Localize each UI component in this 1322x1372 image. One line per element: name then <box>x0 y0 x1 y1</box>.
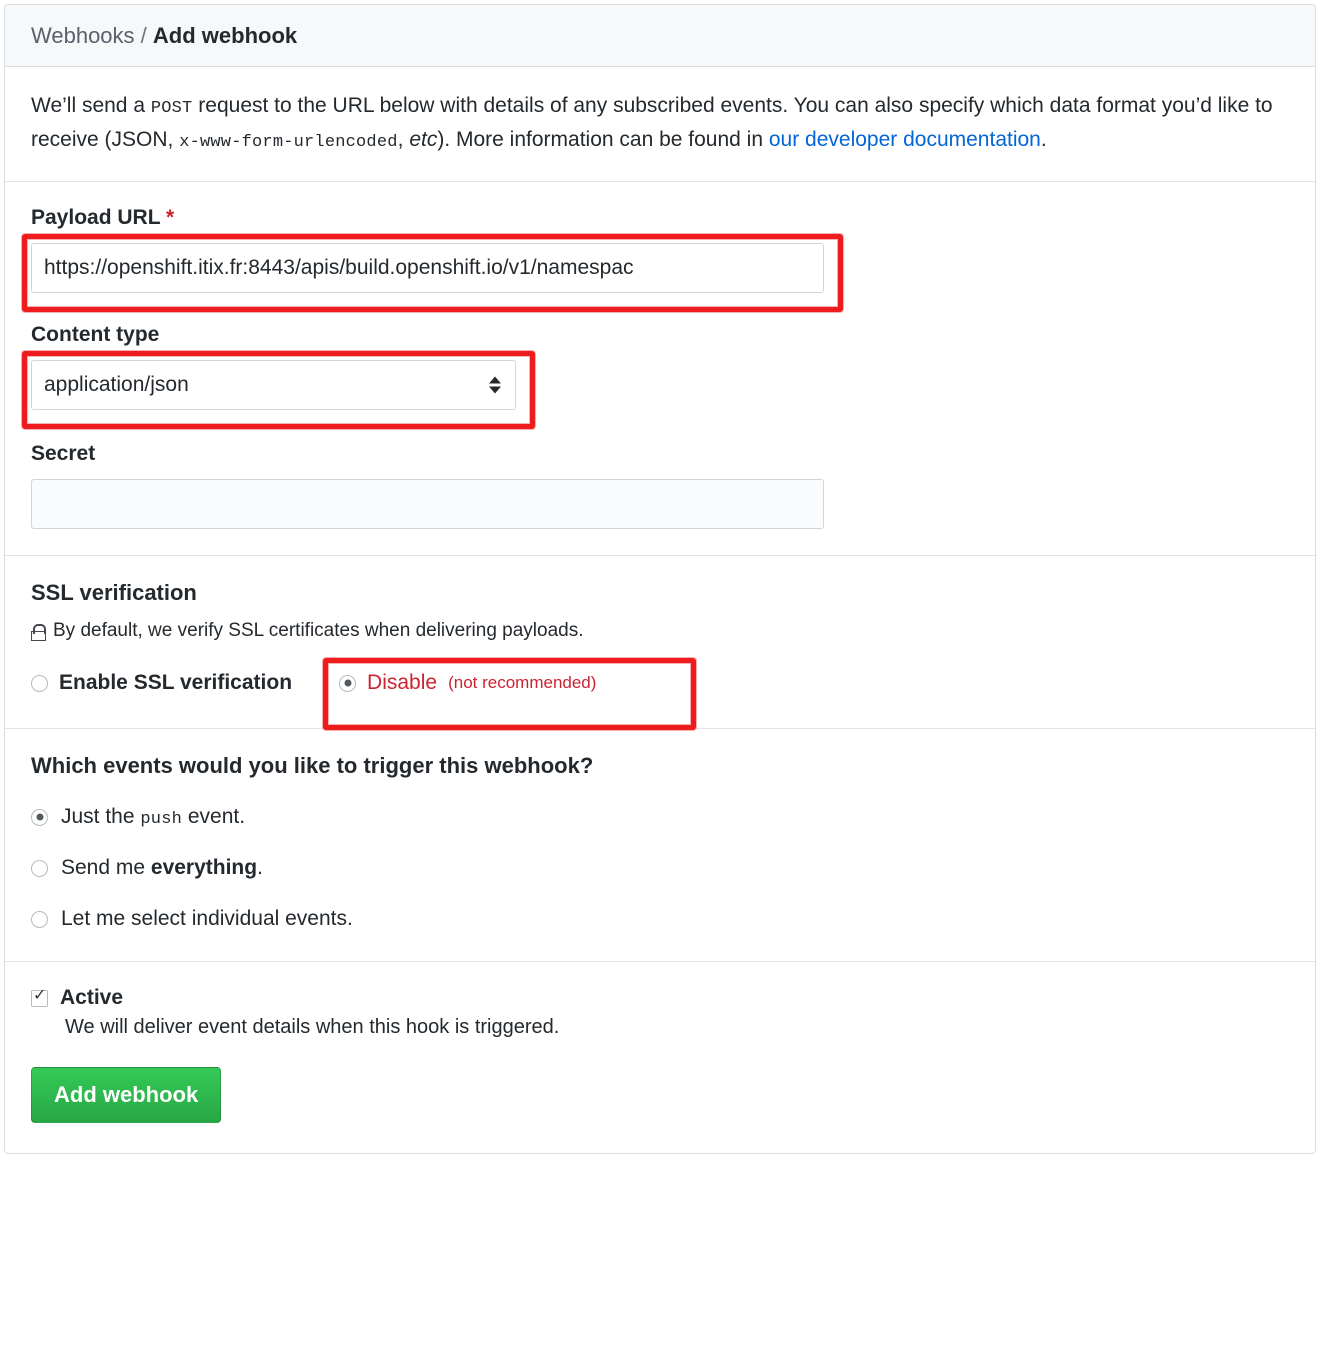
breadcrumb-webhooks-link[interactable]: Webhooks <box>31 23 135 48</box>
payload-url-label-text: Payload URL <box>31 206 161 230</box>
ssl-disable-option[interactable] <box>327 664 610 702</box>
breadcrumb <box>5 5 1315 67</box>
chevron-updown-icon <box>489 377 501 394</box>
content-type-select[interactable] <box>31 360 516 410</box>
ssl-note <box>31 620 1289 642</box>
payload-url-label <box>31 206 1289 230</box>
intro-code-post: POST <box>150 99 193 118</box>
lock-icon <box>31 624 46 641</box>
intro-text-1: We’ll send a <box>31 94 151 117</box>
ssl-verification-section <box>5 556 1315 729</box>
required-marker: * <box>166 206 175 230</box>
breadcrumb-separator: / <box>140 23 147 48</box>
event-option-individual-label: Let me select individual events. <box>61 907 353 931</box>
event-option-individual[interactable] <box>31 907 1289 931</box>
intro-text-4: ). More information can be found in <box>437 128 769 152</box>
active-row[interactable] <box>31 986 1289 1010</box>
ssl-disable-wrap <box>327 664 610 702</box>
ssl-enable-option[interactable] <box>31 671 292 695</box>
event-option-everything-label: Send me everything. <box>61 856 263 880</box>
intro-code-urlencoded: x-www-form-urlencoded <box>179 133 398 153</box>
content-type-label: Content type <box>31 323 160 347</box>
event-option-push[interactable] <box>31 805 1289 829</box>
secret-input[interactable] <box>31 479 824 529</box>
content-type-wrap <box>31 360 516 410</box>
events-question: Which events would you like to trigger this webhook? <box>31 753 594 779</box>
active-label: Active <box>60 986 124 1010</box>
push-code: push <box>140 810 182 830</box>
radio-individual-events[interactable] <box>31 911 48 928</box>
radio-just-push[interactable] <box>31 809 48 826</box>
intro-text-2: request to the URL below with details of any subscribed events. You can also specify which data format you’d like to receive (JSON, <box>31 94 1273 152</box>
active-help-text: We will deliver event details when this hook is triggered. <box>65 1016 560 1039</box>
ssl-note-text: By default, we verify SSL certificates when delivering payloads. <box>53 620 584 642</box>
intro-text-3: , <box>397 128 410 152</box>
radio-disable-ssl[interactable] <box>339 675 356 692</box>
events-section <box>5 729 1315 962</box>
secret-label: Secret <box>31 442 96 466</box>
intro-text-5: . <box>1040 128 1047 152</box>
ssl-disable-note: (not recommended) <box>448 673 597 693</box>
intro-em-etc: etc <box>409 128 438 152</box>
ssl-heading: SSL verification <box>31 580 197 606</box>
add-webhook-card <box>4 4 1316 1154</box>
ssl-disable-label: Disable <box>367 671 438 695</box>
radio-send-everything[interactable] <box>31 860 48 877</box>
ssl-choices <box>31 664 1289 702</box>
event-option-everything[interactable] <box>31 856 1289 880</box>
ssl-enable-label: Enable SSL verification <box>59 671 293 695</box>
payload-url-wrap <box>31 243 824 293</box>
developer-documentation-link[interactable]: our developer documentation <box>768 128 1041 152</box>
event-option-push-label: Just the push event. <box>61 805 246 830</box>
active-section <box>5 962 1315 1153</box>
breadcrumb-current: Add webhook <box>152 23 298 48</box>
active-checkbox[interactable] <box>31 990 48 1007</box>
radio-enable-ssl[interactable] <box>31 675 48 692</box>
add-webhook-button[interactable]: Add webhook <box>31 1067 221 1123</box>
payload-url-input[interactable] <box>31 243 824 293</box>
webhook-fields-section <box>5 182 1315 556</box>
intro-paragraph <box>5 67 1315 182</box>
content-type-selected-value: application/json <box>44 373 189 397</box>
